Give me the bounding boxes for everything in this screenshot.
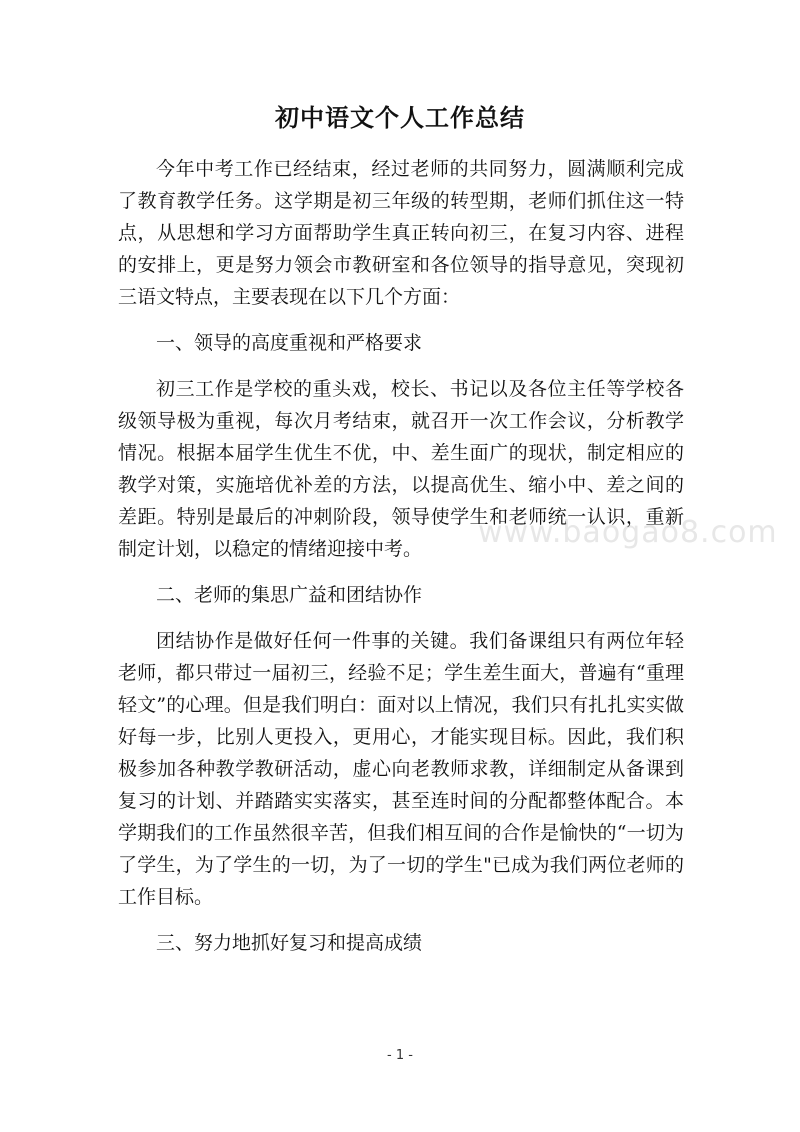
document-body [118, 153, 684, 973]
section-heading-1: 一、领导的高度重视和严格要求 [156, 332, 423, 354]
watermark: www.baogao8.com [478, 515, 778, 550]
intro-paragraph: 今年中考工作已经结束，经过老师的共同努力，圆满顺利完成了教育教学任务。这学期是初三年级的转型期，老师们抓住这一特点，从思想和学习方面帮助学生真正转向初三，在复习内容、进程的安排上，更是努力领会市教研室和各位领导的指导意见，突现初三语文特点，主要表现在以下几个方面： [118, 158, 684, 308]
document-title: 初中语文个人工作总结 [275, 104, 525, 132]
section-heading-3: 三、努力地抓好复习和提高成绩 [156, 932, 423, 954]
section-heading-2: 二、老师的集思广益和团结协作 [156, 584, 423, 606]
section-1-paragraph: 初三工作是学校的重头戏，校长、书记以及各位主任等学校各级领导极为重视，每次月考结束，就召开一次工作会议，分析教学情况。根据本届学生优生不优，中、差生面广的现状，制定相应的教学对策，实施培优补差的方法，以提高优生、缩小中、差之间的差距。特别是最后的冲刺阶段，领导使学生和老师统一认识，重新制定计划，以稳定的情绪迎接中考。 [118, 378, 684, 560]
section-2-paragraph: 团结协作是做好任何一件事的关键。我们备课组只有两位年轻老师，都只带过一届初三，经验不足；学生差生面大，普遍有“重理轻文”的心理。但是我们明白：面对以上情况，我们只有扎扎实实做好每一步，比别人更投入，更用心，才能实现目标。因此，我们积极参加各种教学教研活动，虚心向老教师求教，详细制定从备课到复习的计划、并踏踏实实落实，甚至连时间的分配都整体配合。本学期我们的工作虽然很辛苦，但我们相互间的合作是愉快的“一切为了学生，为了学生的一切，为了一切的学生"已成为我们两位老师的工作目标。 [118, 630, 684, 908]
page-number: - 1 - [387, 1048, 413, 1063]
